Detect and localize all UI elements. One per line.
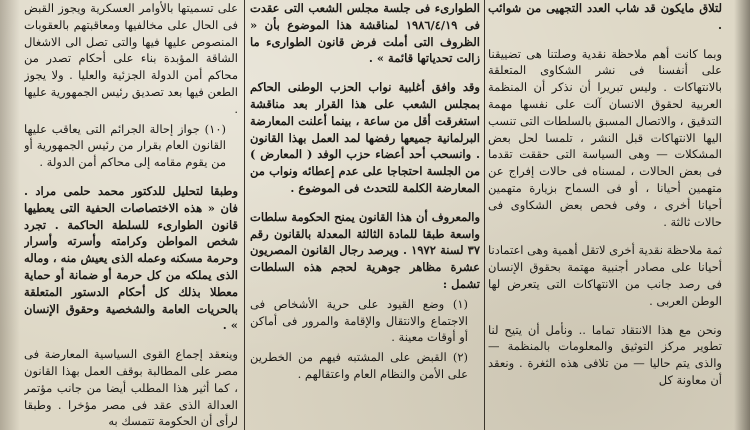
paragraph: وبما كانت أهم ملاحظة نقدية وصلتنا هى تضييقنا على أنفسنا فى نشر الشكاوى المتعلقة بالانتهاكات . وليس تبريرا أن نذكر أن المنظمة العربية لحقوق الانسان آلت على نفسها مهمة التدقيق ، والاتصال المسبق بالسلطات التى تنسب اليها الانتهاكات قبل النشر ، تلمسا لحل بعض المشكلات — وهى السياسة التى حققت تقدما فى بعض الحالات ، لمسناه فى حالات إفراج عن متهمين أحيانا ، أو فى السماح بزيارة متهمين أحيانا أخرى ، وفى فحص بعض الشكاوى فى حالات ثالثة .	[488, 46, 722, 229]
paragraph: وينعقد إجماع القوى السياسية المعارضة فى مصر على المطالبة بوقف العمل بهذا القانون ، كما أثير هذا المطلب أيضا من جانب مؤتمر العدالة الذى عقد فى مصر مؤخرا . وطبقا لرأى أن الحكومة تتمسك به	[24, 347, 238, 429]
text-column-right	[488, 0, 728, 430]
paragraph: ثمة ملاحظة نقدية أخرى لاتقل أهمية وهى اعتمادنا أحيانا على مصادر أجنبية مهتمة بحقوق الإنسان فى رصد جانب من الانتهاكات التى يتعرض لها الوطن العربى .	[488, 243, 722, 308]
paragraph: لتلاق مايكون قد شاب العدد التجهيى من شوائب .	[488, 1, 722, 32]
list-item: (١٠) جواز إحالة الجرائم التى يعاقب عليها القانون العام بقرار من رئيس الجمهورية أو من يقوم مقامه إلى محاكم أمن الدولة .	[24, 121, 226, 170]
text-column-left	[24, 0, 238, 430]
list-item: (١) وضع القيود على حرية الأشخاص فى الاجتماع والانتقال والإقامة والمرور فى أماكن أو أوقات معينة .	[250, 296, 468, 345]
paragraph: الطوارىء فى جلسة مجلس الشعب التى عقدت فى ١٩٨٦/٤/١٩ لمناقشة هذا الموضوع بأن « الظروف التى أملت فرض قانون الطوارىء ما زالت تحدياتها قائمة » .	[250, 1, 480, 66]
paragraph: وطبقا لتحليل للدكتور محمد حلمى مراد . فان « هذه الاختصاصات الحفية التى يعطيها قانون الطوارىء للسلطة الحاكمة . تجرد شخص المواطن وكرامته وأسرته وأسرار وحرمة مسكنه وعمله الذى يعيش منه ، وماله الذى يملكه من كل حرمة أو ضمانة أو حماية معطلا بذلك كل أحكام الدستور المتعلقة بالحريات العامة والشخصية وحقوق الإنسان » .	[24, 183, 238, 333]
page-edge-shadow-right	[734, 0, 750, 430]
column-divider	[244, 0, 245, 430]
text-column-middle	[250, 0, 480, 430]
paragraph: ونحن مع هذا الانتقاد تماما .. ونأمل أن يتيح لنا تطوير مركز التوثيق والمعلومات بالمنظمة — والذى يتم حاليا — من تلافى هذه الثغرة . ونعقد أن معاونة كل	[488, 322, 722, 387]
paragraph: والمعروف أن هذا القانون يمنح الحكومة سلطات واسعة طبقا للمادة الثالثة المعدلة بالقانون رقم ٣٧ لسنة ١٩٧٢ . ويرصد رجال القانون المصريون عشرة مظاهر جوهرية لحجم هذه السلطات تشمل :	[250, 209, 480, 291]
page-edge-shadow-left	[0, 0, 20, 430]
column-divider	[484, 0, 485, 430]
paragraph: على تسميتها بالأوامر العسكرية ويجوز القبض فى الحال على مخالفيها ومعاقبتهم بالعقوبات المنصوص عليها فيها والتى تصل الى الاشغال الشاقة المؤبدة بناء على أحكام تصدر من محاكم أمن الدولة الجزئية والعليا . ولا يجوز الطعن فيها بعد تصديق رئيس الجمهورية عليها .	[24, 1, 238, 116]
list-item: (٢) القبض على المشتبه فيهم من الخطرين على الأمن والنظام العام واعتقالهم .	[250, 350, 468, 381]
paragraph: وقد وافق أغلبية نواب الحزب الوطنى الحاكم بمجلس الشعب على هذا القرار بعد مناقشة استغرقت أقل من ساعة ، بينما أعلنت المعارضة البرلمانية جميعها رفضها لمد العمل بهذا القانون . وانسحب أحد أعضاء حزب الوفد ( المعارض ) من الجلسة احتجاجا على عدم إعطائه ونواب من المعارضة الكلمة للتحدث فى الموضوع .	[250, 80, 480, 195]
